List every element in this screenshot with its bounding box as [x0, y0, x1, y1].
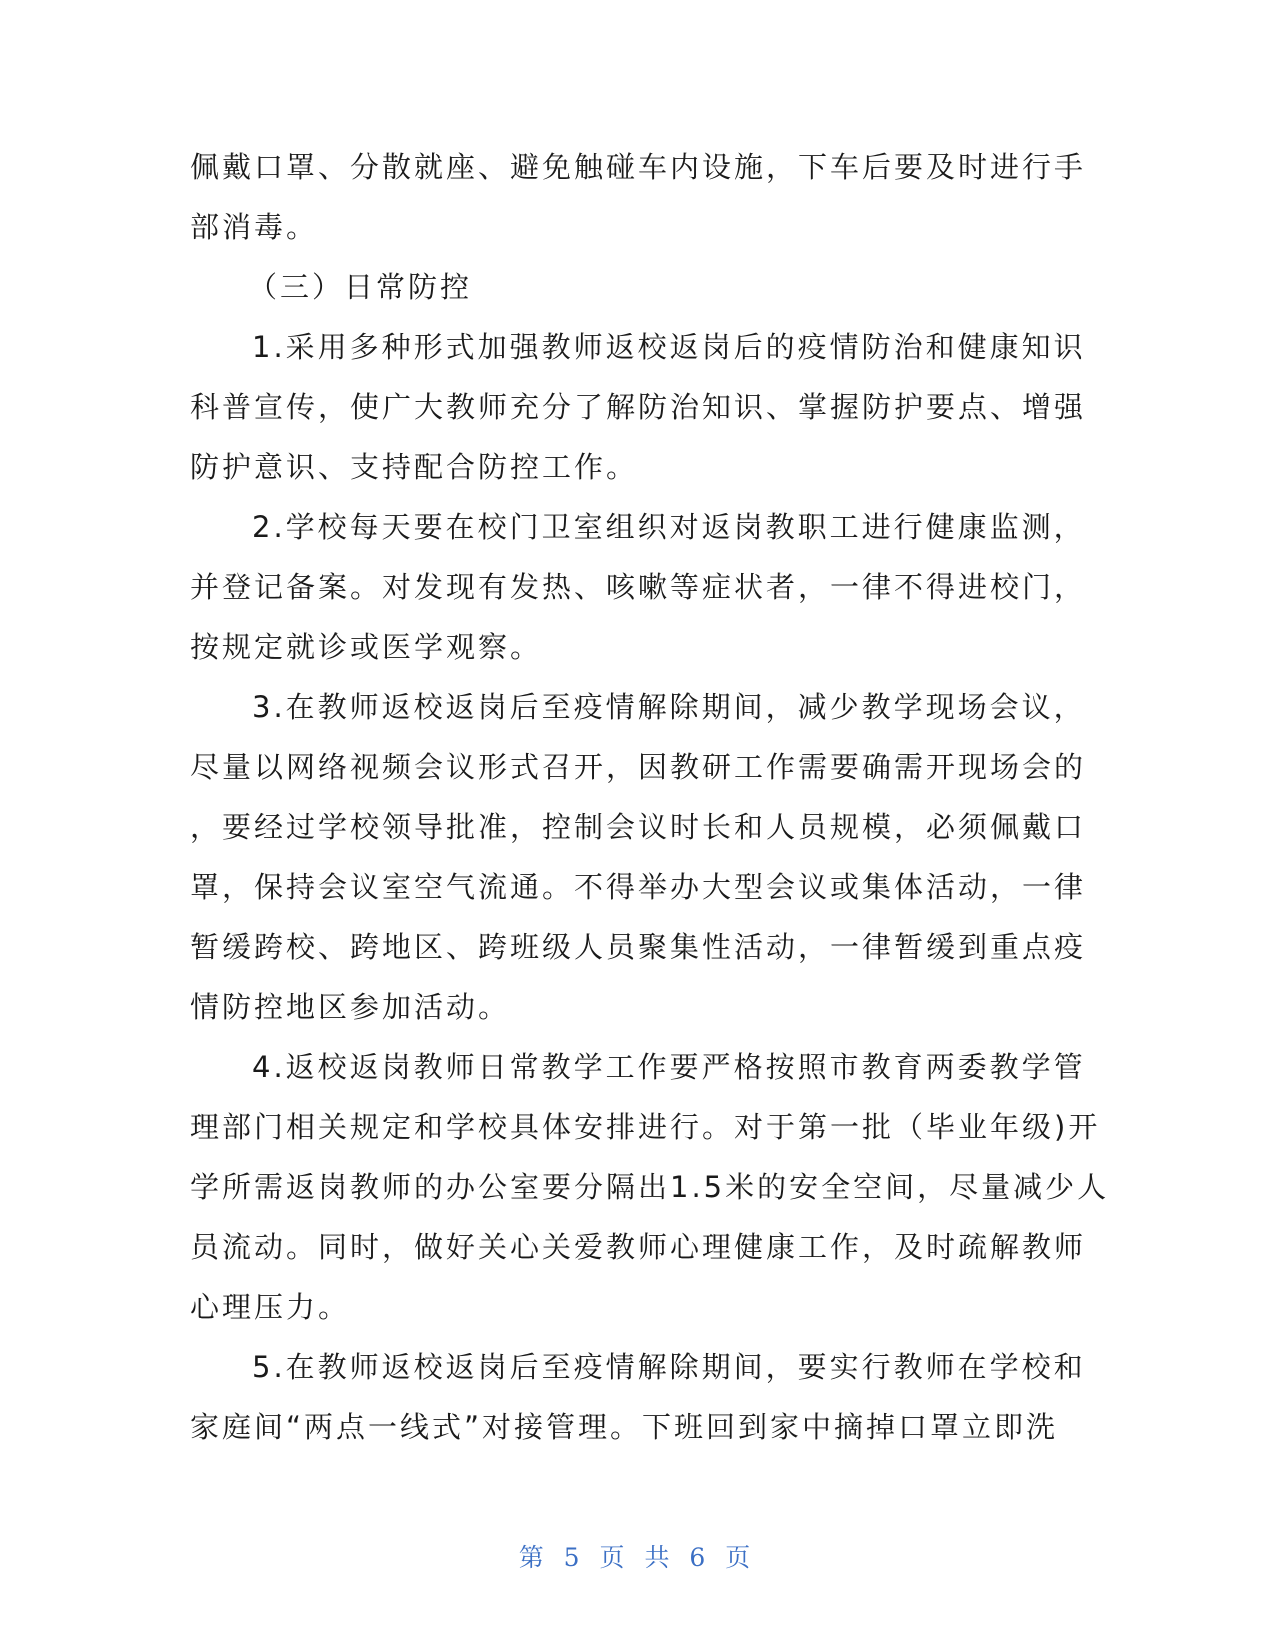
- body-line: 5.在教师返校返岗后至疫情解除期间，要实行教师在学校和: [252, 1350, 1086, 1384]
- body-line: 心理压力。: [190, 1290, 351, 1324]
- body-line: 并登记备案。对发现有发热、咳嗽等症状者，一律不得进校门，: [190, 570, 1087, 604]
- body-line: ，要经过学校领导批准，控制会议时长和人员规模，必须佩戴口: [190, 810, 1087, 844]
- body-line: 罩，保持会议室空气流通。不得举办大型会议或集体活动，一律: [190, 870, 1087, 904]
- body-line: 按规定就诊或医学观察。: [190, 630, 543, 664]
- body-line: 理部门相关规定和学校具体安排进行。对于第一批（毕业年级)开: [190, 1110, 1101, 1144]
- body-line: 3.在教师返校返岗后至疫情解除期间，减少教学现场会议，: [252, 690, 1086, 724]
- body-line: 防护意识、支持配合防控工作。: [190, 450, 639, 484]
- body-line: 1.采用多种形式加强教师返校返岗后的疫情防治和健康知识: [252, 330, 1086, 364]
- body-line: 佩戴口罩、分散就座、避免触碰车内设施，下车后要及时进行手: [190, 150, 1087, 184]
- body-line: 情防控地区参加活动。: [190, 990, 511, 1024]
- document-body: [190, 137, 1110, 1457]
- page-number: 第 5 页 共 6 页: [518, 1543, 757, 1572]
- body-line: 部消毒。: [190, 210, 319, 244]
- body-line: 家庭间“两点一线式”对接管理。下班回到家中摘掉口罩立即洗: [190, 1410, 1059, 1444]
- body-line: 员流动。同时，做好关心关爱教师心理健康工作，及时疏解教师: [190, 1230, 1087, 1264]
- body-line: 学所需返岗教师的办公室要分隔出1.5米的安全空间，尽量减少人: [190, 1170, 1110, 1204]
- body-line: 2.学校每天要在校门卫室组织对返岗教职工进行健康监测，: [252, 510, 1086, 544]
- body-line: 尽量以网络视频会议形式召开，因教研工作需要确需开现场会的: [190, 750, 1087, 784]
- body-line: 科普宣传，使广大教师充分了解防治知识、掌握防护要点、增强: [190, 390, 1087, 424]
- body-line: 4.返校返岗教师日常教学工作要严格按照市教育两委教学管: [252, 1050, 1086, 1084]
- body-line: 暂缓跨校、跨地区、跨班级人员聚集性活动，一律暂缓到重点疫: [190, 930, 1087, 964]
- section-heading: （三）日常防控: [248, 270, 473, 304]
